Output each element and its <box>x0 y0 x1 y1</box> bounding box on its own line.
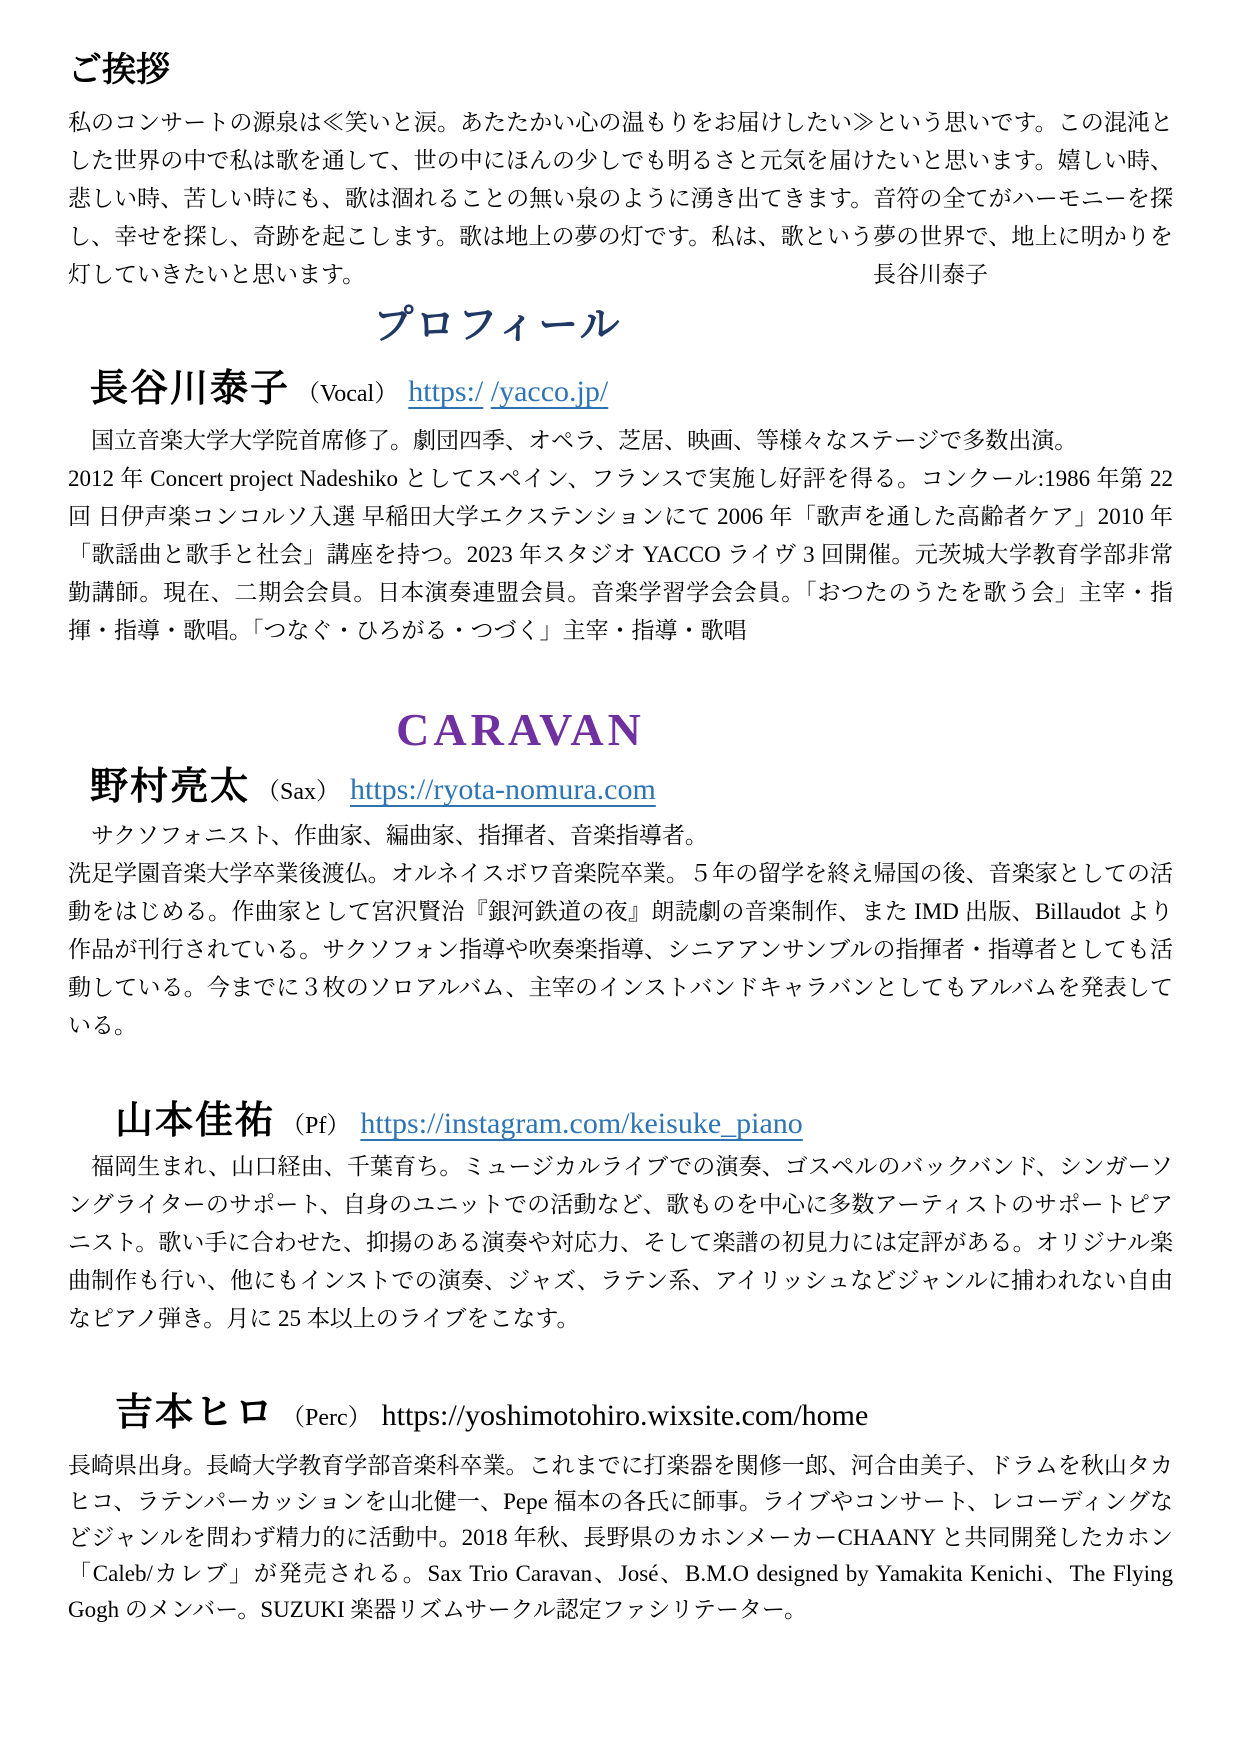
greeting-title: ご挨拶 <box>68 52 170 89</box>
member-link-perc[interactable]: https://yoshimotohiro.wixsite.com/home <box>381 1399 869 1432</box>
profile-section-heading: プロフィール <box>373 303 622 347</box>
member-heading-sax <box>90 762 1173 812</box>
caravan-section-heading: CARAVAN <box>396 704 645 755</box>
member-heading-vocal <box>90 364 1173 414</box>
member-link-pf[interactable]: https://instagram.com/keisuke_piano <box>360 1107 803 1140</box>
greeting-signature: 長谷川泰子 <box>873 262 988 287</box>
member-bio-vocal-intro: 国立音楽大学大学院首席修了。劇団四季、オペラ、芝居、映画、等様々なステージで多数出演。 <box>91 428 1078 453</box>
member-role-perc: （Perc） <box>281 1405 372 1431</box>
member-link-sax[interactable]: https://ryota-nomura.com <box>350 773 656 806</box>
member-bio-sax-intro: サクソフォニスト、作曲家、編曲家、指揮者、音楽指導者。 <box>91 823 708 848</box>
member-name-pf: 山本佳祐 <box>115 1100 276 1142</box>
greeting-paragraph <box>68 104 1173 294</box>
member-name-perc: 吉本ヒロ <box>115 1392 276 1434</box>
member-bio-pf-body: 福岡生まれ、山口経由、千葉育ち。ミュージカルライブでの演奏、ゴスペルのバックバンド、シンガーソングライターのサポート、自身のユニットでの活動など、歌ものを中心に多数アーティストのサポートピアニスト。歌い手に合わせた、抑揚のある演奏や対応力、そして楽譜の初見力には定評がある。オリジナル楽曲制作も行い、他にもインストでの演奏、ジャズ、ラテン系、アイリッシュなどジャンルに捕われない自由なピアノ弾き。月に 25 本以上のライブをこなす。 <box>68 1154 1173 1331</box>
member-link-vocal[interactable]: https:/ /yacco.jp/ <box>408 375 609 408</box>
member-heading-pf <box>115 1096 1173 1146</box>
greeting-body: 私のコンサートの源泉は≪笑いと涙。あたたかい心の温もりをお届けしたい≫という思いです。この混沌とした世界の中で私は歌を通して、世の中にほんの少しでも明るさと元気を届けたいと思います。嬉しい時、悲しい時、苦しい時にも、歌は涸れることの無い泉のように湧き出てきます。音符の全てがハーモニーを探し、幸せを探し、奇跡を起こします。歌は地上の夢の灯です。私は、歌という夢の世界で、地上に明かりを灯していきたいと思います。 <box>68 110 1173 287</box>
member-bio-vocal-body: 2012 年 Concert project Nadeshiko としてスペイン、フランスで実施し好評を得る。コンクール:1986 年第 22 回 日伊声楽コンコルソ入選 早稲田大学エクステンションにて 2006 年「歌声を通した高齢者ケア」2010 年「歌謡曲と歌手と社会」講座を持つ。2023 年スタジオ YACCO ライヴ 3 回開催。元茨城大学教育学部非常勤講師。現在、二期会会員。日本演奏連盟会員。音楽学習学会会員。「おつたのうたを歌う会」主宰・指揮・指導・歌唱。「つなぐ・ひろがる・つづく」主宰・指導・歌唱 <box>68 466 1173 643</box>
member-bio-sax-body: 洗足学園音楽大学卒業後渡仏。オルネイスボワ音楽院卒業。５年の留学を終え帰国の後、音楽家としての活動をはじめる。作曲家として宮沢賢治『銀河鉄道の夜』朗読劇の音楽制作、また IMD 出版、Billaudot より作品が刊行されている。サクソフォン指導や吹奏楽指導、シニアアンサンブルの指揮者・指導者としても活動している。今までに３枚のソロアルバム、主宰のインストバンドキャラバンとしてもアルバムを発表している。 <box>68 861 1173 1038</box>
member-heading-perc <box>115 1388 1173 1438</box>
member-bio-perc-body: 長崎県出身。長崎大学教育学部音楽科卒業。これまでに打楽器を関修一郎、河合由美子、ドラムを秋山タカヒコ、ラテンパーカッションを山北健一、Pepe 福本の各氏に師事。ライブやコンサート、レコーディングなどジャンルを問わず精力的に活動中。2018 年秋、長野県のカホンメーカーCHAANY と共同開発したカホン「Caleb/カレブ」が発売される。Sax Trio Caravan、José、B.M.O designed by Yamakita Kenichi、The Flying Gogh のメンバー。SUZUKI 楽器リズムサークル認定ファシリテーター。 <box>68 1453 1173 1622</box>
member-name-sax: 野村亮太 <box>90 766 251 808</box>
member-role-sax: （Sax） <box>256 779 341 805</box>
member-role-vocal: （Vocal） <box>296 381 399 407</box>
member-name-vocal: 長谷川泰子 <box>90 368 291 410</box>
member-role-pf: （Pf） <box>281 1113 351 1139</box>
